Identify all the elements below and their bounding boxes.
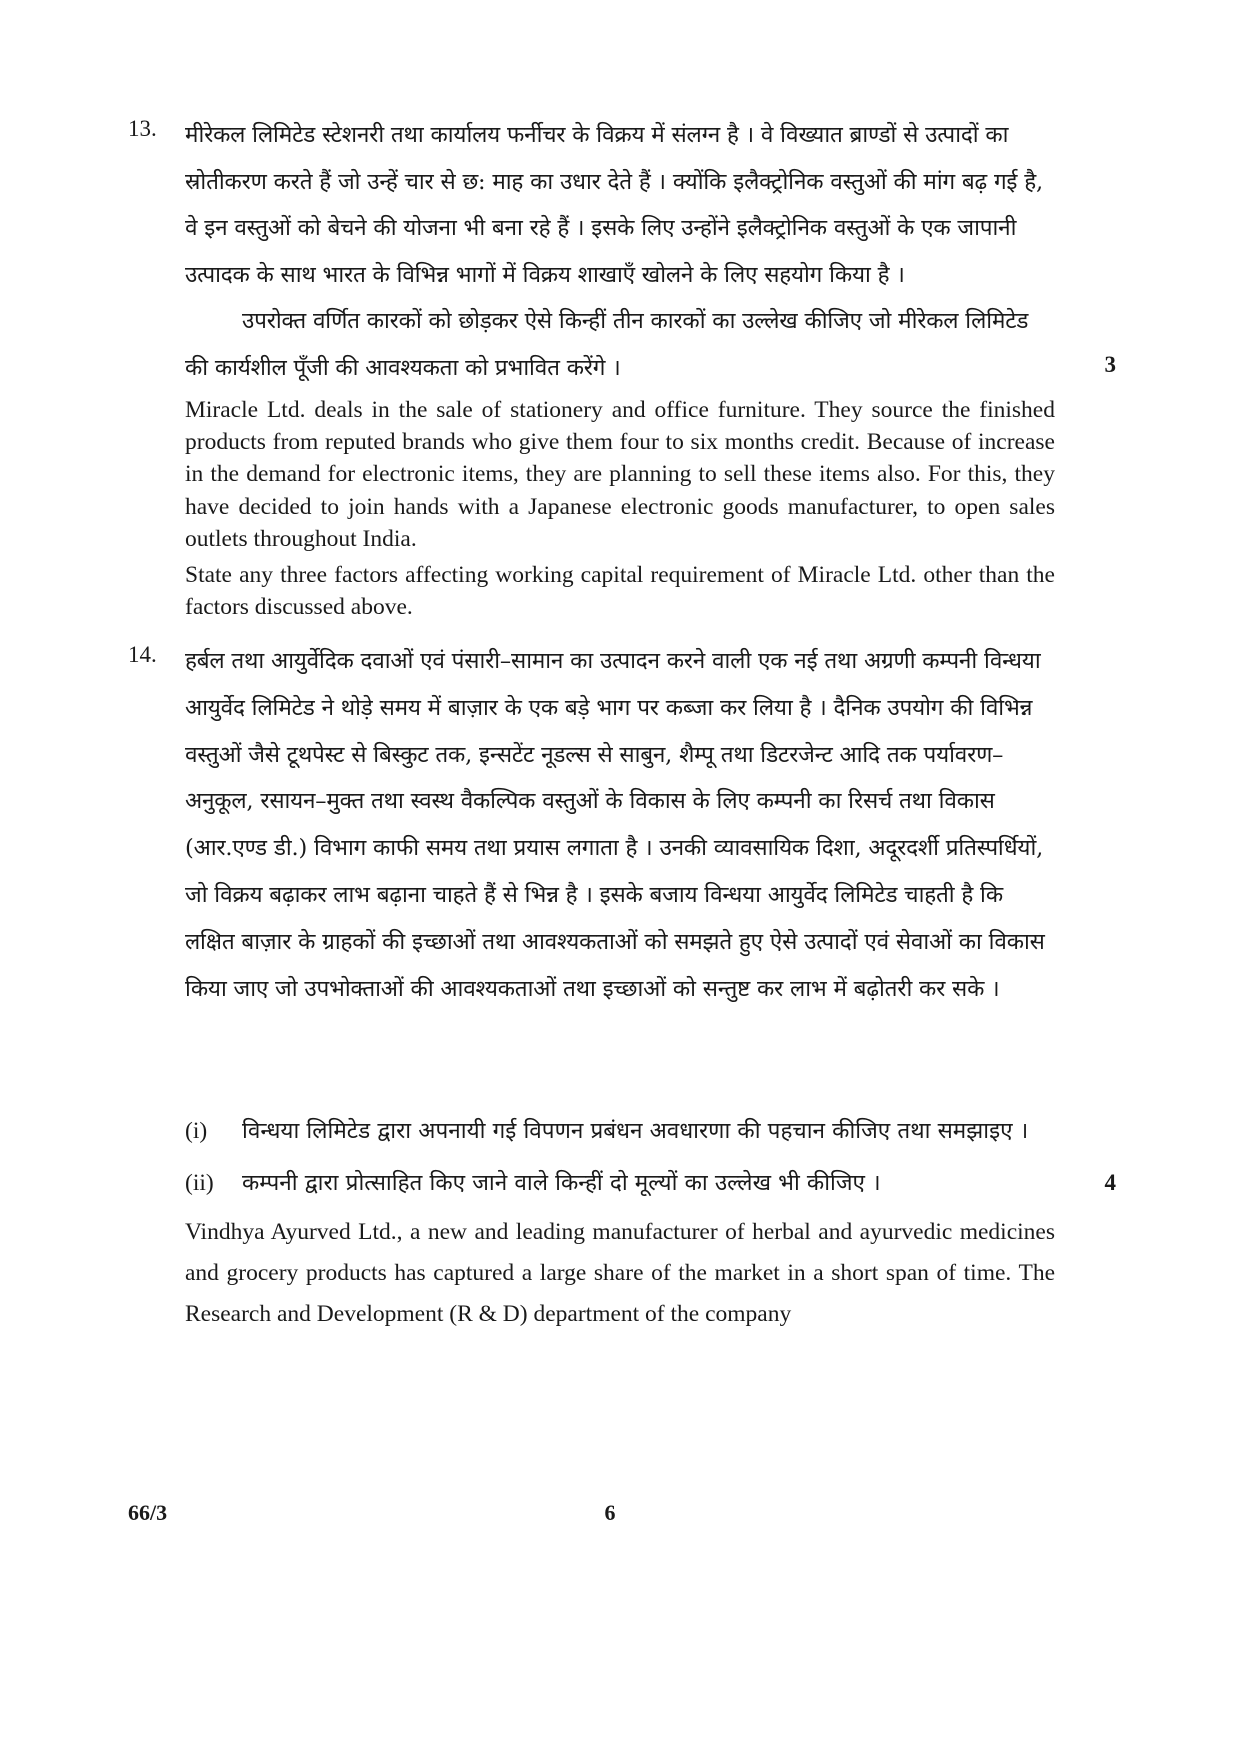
question-body — [185, 112, 1055, 623]
sub-item-label: (i) — [185, 1118, 208, 1144]
question-body — [185, 638, 1055, 1012]
sub-item-label: (ii) — [185, 1170, 214, 1196]
paper-code: 66/3 — [128, 1500, 168, 1525]
question-number: 14. — [128, 642, 157, 667]
marks: 4 — [1104, 1170, 1116, 1195]
english-paragraph: Vindhya Ayurved Ltd., a new and leading manufacturer of herbal and ayurvedic medicines and grocery products has captured a large share of the market in a short span of time. The Research and Development (R & D) department of the company — [185, 1219, 1055, 1327]
sub-item-text: विन्धया लिमिटेड द्वारा अपनायी गई विपणन प्रबंधन अवधारणा की पहचान कीजिए तथा समझाइए । — [242, 1118, 1029, 1144]
hindi-paragraph: हर्बल तथा आयुर्वेदिक दवाओं एवं पंसारी–सामान का उत्पादन करने वाली एक नई तथा अग्रणी कम्पनी विन्धया आयुर्वेद लिमिटेड ने थोड़े समय में बाज़ार के एक बड़े भाग पर कब्जा कर लिया है । दैनिक उपयोग की विभिन्न वस्तुओं जैसे टूथपेस्ट से बिस्कुट तक, इन्सटेंट नूडल्स से साबुन, शैम्पू तथा डिटरजेन्ट आदि तक पर्यावरण–अनुकूल, रसायन–मुक्त तथा स्वस्थ वैकल्पिक वस्तुओं के विकास के लिए कम्पनी का रिसर्च तथा विकास (आर.एण्ड डी.) विभाग काफी समय तथा प्रयास लगाता है । उनकी व्यावसायिक दिशा, अदूरदर्शी प्रतिस्पर्धियों, जो विक्रय बढ़ाकर लाभ बढ़ाना चाहते हैं से भिन्न है । इसके बजाय विन्धया आयुर्वेद लिमिटेड चाहती है कि लक्षित बाज़ार के ग्राहकों की इच्छाओं तथा आवश्यकताओं को समझते हुए ऐसे उत्पादों एवं सेवाओं का विकास किया जाए जो उपभोक्ताओं की आवश्यकताओं तथा इच्छाओं को सन्तुष्ट कर लाभ में बढ़ोतरी कर सके । — [185, 648, 1045, 1002]
marks: 3 — [1104, 352, 1116, 377]
hindi-instruction: उपरोक्त वर्णित कारकों को छोड़कर ऐसे किन्हीं तीन कारकों का उल्लेख कीजिए जो मीरेकल लिमिटेड की कार्यशील पूँजी की आवश्यकता को प्रभावित करेंगे । — [185, 308, 1029, 381]
english-paragraph: Miracle Ltd. deals in the sale of stationery and office furniture. They source the finished products from reputed brands who give them four to six months credit. Because of increase in the demand for electronic items, they are planning to sell these items also. For this, they have decided to join hands with a Japanese electronic goods manufacturer, to open sales outlets throughout India. — [185, 397, 1055, 552]
sub-item-text: कम्पनी द्वारा प्रोत्साहित किए जाने वाले किन्हीं दो मूल्यों का उल्लेख भी कीजिए । — [242, 1170, 881, 1196]
hindi-paragraph: मीरेकल लिमिटेड स्टेशनरी तथा कार्यालय फर्नीचर के विक्रय में संलग्न है । वे विख्यात ब्राण्डों से उत्पादों का स्रोतीकरण करते हैं जो उन्हें चार से छ: माह का उधार देते हैं । क्योंकि इलैक्ट्रोनिक वस्तुओं की मांग बढ़ गई है, वे इन वस्तुओं को बेचने की योजना भी बना रहे हैं । इसके लिए उन्होंने इलैक्ट्रोनिक वस्तुओं के एक जापानी उत्पादक के साथ भारत के विभिन्न भागों में विक्रय शाखाएँ खोलने के लिए सहयोग किया है । — [185, 122, 1043, 288]
question-number: 13. — [128, 116, 157, 141]
english-body — [185, 1212, 1055, 1335]
english-instruction: State any three factors affecting working capital requirement of Miracle Ltd. other than the factors discussed above. — [185, 562, 1055, 621]
page-number: 6 — [604, 1500, 616, 1525]
